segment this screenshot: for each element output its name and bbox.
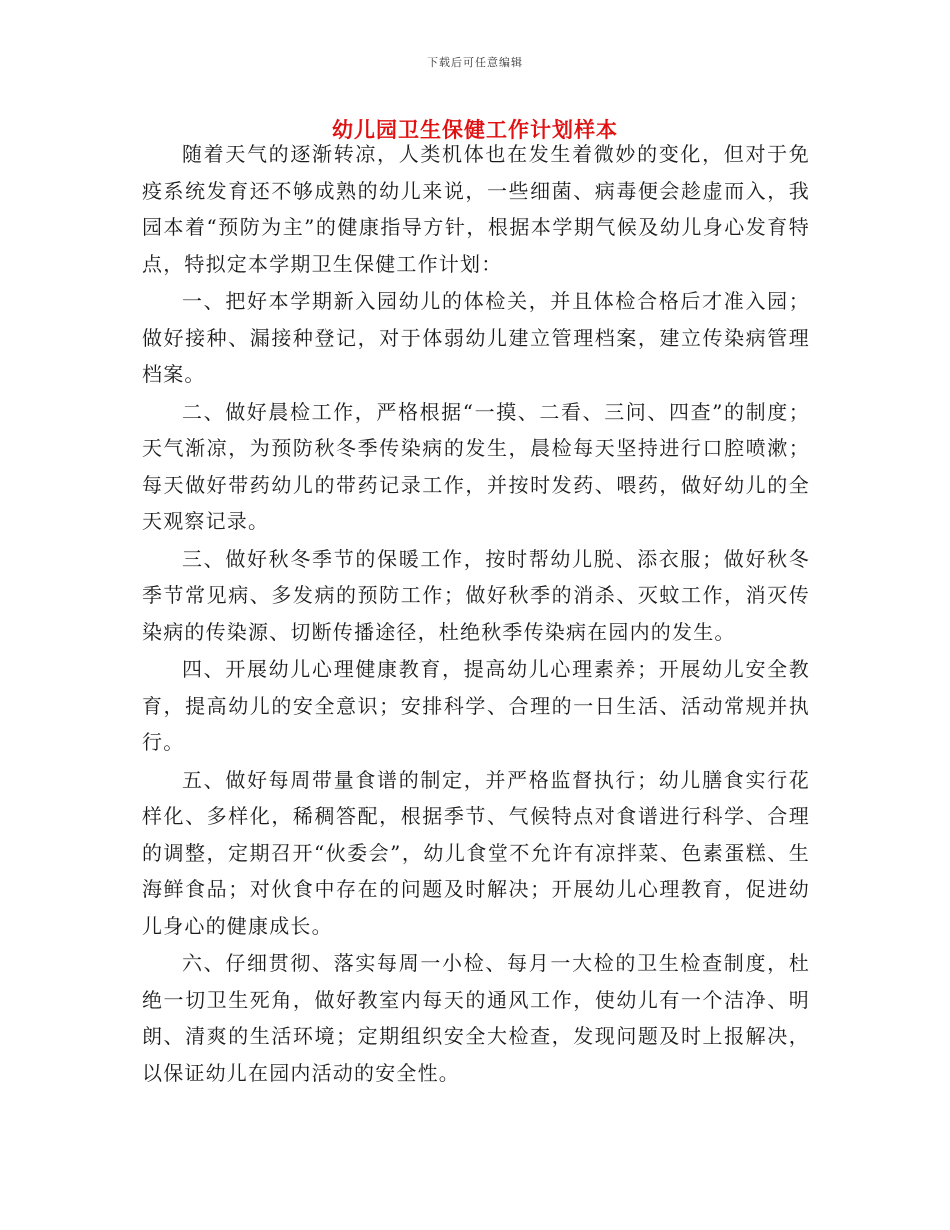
header-note: 下载后可任意编辑 [427, 56, 523, 69]
paragraph-item-1: 一、把好本学期新入园幼儿的体检关，并且体检合格后才准入园；做好接种、漏接种登记，对于体弱幼儿建立管理档案，建立传染病管理档案。 [142, 289, 810, 386]
intro-paragraph: 随着天气的逐渐转凉，人类机体也在发生着微妙的变化，但对于免疫系统发育还不够成熟的幼儿来说，一些细菌、病毒便会趁虚而入，我园本着“预防为主”的健康指导方针，根据本学期气候及幼儿身心发育特点，特拟定本学期卫生保健工作计划： [142, 142, 810, 276]
paragraph-item-3: 三、做好秋冬季节的保暖工作，按时帮幼儿脱、添衣服；做好秋冬季节常见病、多发病的预防工作；做好秋季的消杀、灭蚊工作，消灭传染病的传染源、切断传播途径，杜绝秋季传染病在园内的发生。 [142, 546, 810, 644]
paragraph-item-2: 二、做好晨检工作，严格根据“一摸、二看、三问、四查”的制度；天气渐凉，为预防秋冬季传染病的发生，晨检每天坚持进行口腔喷漱；每天做好带药幼儿的带药记录工作，并按时发药、喂药，做好幼儿的全天观察记录。 [142, 399, 810, 533]
paragraph-item-6: 六、仔细贯彻、落实每周一小检、每月一大检的卫生检查制度，杜绝一切卫生死角，做好教室内每天的通风工作，使幼儿有一个洁净、明朗、清爽的生活环境；定期组织安全大检查，发现问题及时上报解决，以保证幼儿在园内活动的安全性。 [142, 951, 810, 1085]
paragraph-item-4: 四、开展幼儿心理健康教育，提高幼儿心理素养；开展幼儿安全教育，提高幼儿的安全意识；安排科学、合理的一日生活、活动常规并执行。 [142, 657, 810, 754]
paragraph-item-5: 五、做好每周带量食谱的制定，并严格监督执行；幼儿膳食实行花样化、多样化，稀稠答配，根据季节、气候特点对食谱进行科学、合理的调整，定期召开“伙委会”，幼儿食堂不允许有凉拌菜、色素蛋糕、生海鲜食品；对伙食中存在的问题及时解决；开展幼儿心理教育，促进幼儿身心的健康成长。 [142, 767, 810, 938]
document-title: 幼儿园卫生保健工作计划样本 [332, 117, 618, 142]
document-body [142, 136, 810, 1091]
